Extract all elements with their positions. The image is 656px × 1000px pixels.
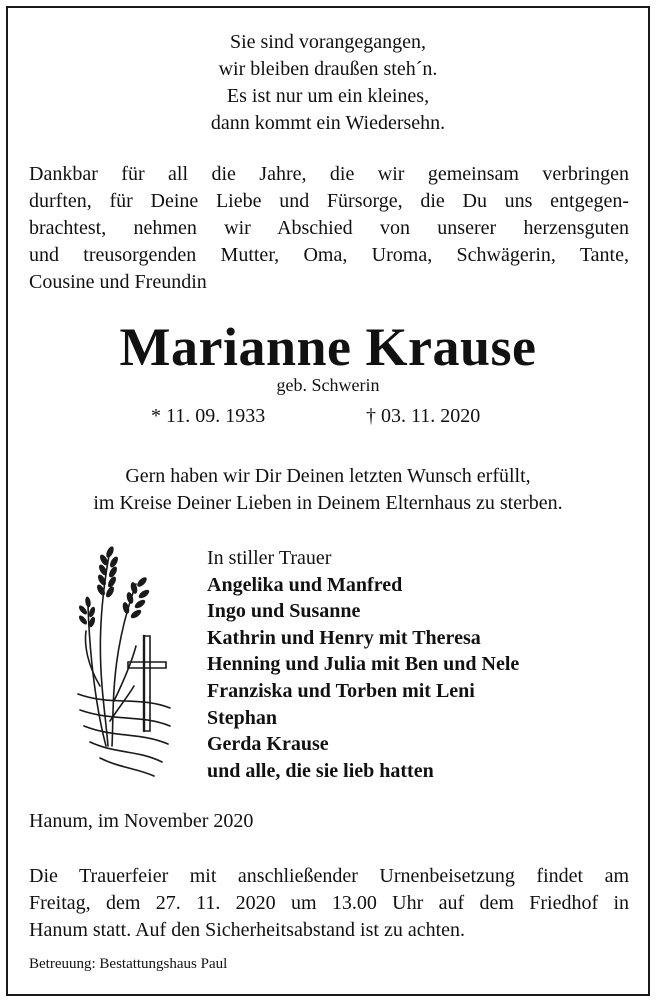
obituary-notice <box>6 6 650 996</box>
farewell-line: und treusorgenden Mutter, Oma, Uroma, Schwägerin, Tante, <box>29 244 629 266</box>
funeral-home-credit: Betreuung: Bestattungshaus Paul <box>29 956 228 972</box>
farewell-line: Dankbar für all die Jahre, die wir gemeinsam verbringen <box>29 163 629 185</box>
farewell-line: durften, für Deine Liebe und Fürsorge, die Du uns entgegen- <box>29 190 629 212</box>
mourner-name: und alle, die sie lieb hatten <box>207 759 434 782</box>
last-wish-text <box>8 463 648 517</box>
wheat-and-cross-icon <box>70 536 175 786</box>
wish-line: im Kreise Deiner Lieben in Deinem Elternhaus zu sterben. <box>93 492 563 514</box>
mourner-name: Stephan <box>207 706 278 729</box>
mourner-name: Ingo und Susanne <box>207 600 361 623</box>
birth-name: geb. Schwerin <box>276 375 380 395</box>
verse-line: dann kommt ein Wiedersehn. <box>210 112 446 134</box>
mourner-name: Gerda Krause <box>207 733 329 756</box>
verse-line: wir bleiben draußen steh´n. <box>218 58 438 80</box>
wish-line: Gern haben wir Dir Deinen letzten Wunsch erfüllt, <box>125 465 531 487</box>
service-line: Hanum statt. Auf den Sicherheitsabstand ist zu achten. <box>29 919 466 941</box>
mourners-list <box>207 545 519 784</box>
farewell-line: brachtest, nehmen wir Abschied von unserer herzensguten <box>29 217 629 239</box>
birth-date: * 11. 09. 1933 <box>151 405 266 427</box>
mourning-lead: In stiller Trauer <box>207 547 332 569</box>
verse-line: Sie sind vorangegangen, <box>229 31 427 53</box>
service-line: Freitag, dem 27. 11. 2020 um 13.00 Uhr auf dem Friedhof in <box>29 892 629 914</box>
mourner-name: Kathrin und Henry mit Theresa <box>207 626 481 649</box>
death-date: † 03. 11. 2020 <box>366 405 481 427</box>
mourner-name: Angelika und Manfred <box>207 573 403 596</box>
service-line: Die Trauerfeier mit anschließender Urnenbeisetzung findet am <box>29 865 629 887</box>
place-and-date: Hanum, im November 2020 <box>29 810 254 832</box>
deceased-name: Marianne Krause <box>119 317 537 377</box>
mourner-name: Franziska und Torben mit Leni <box>207 679 475 702</box>
verse-line: Es ist nur um ein kleines, <box>226 85 430 107</box>
farewell-paragraph <box>29 161 629 296</box>
funeral-service-info <box>29 863 629 944</box>
memorial-verse <box>8 29 648 137</box>
mourner-name: Henning und Julia mit Ben und Nele <box>207 653 520 676</box>
farewell-line: Cousine und Freundin <box>29 271 207 293</box>
